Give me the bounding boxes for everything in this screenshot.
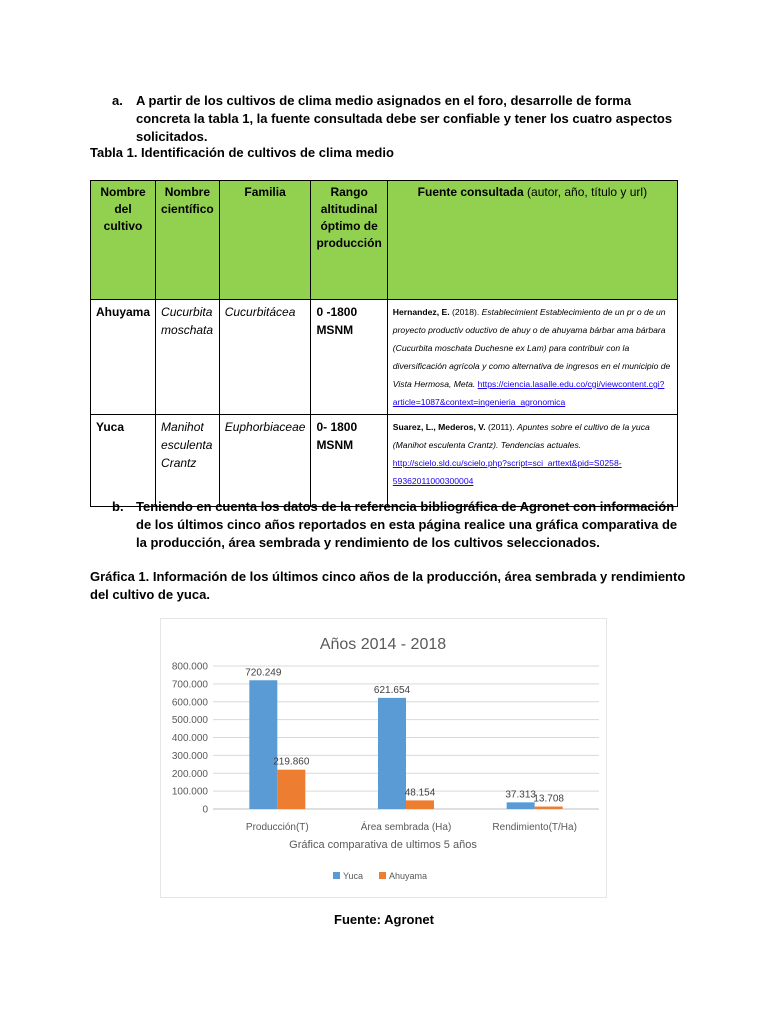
instruction-a-marker: a. — [112, 93, 123, 108]
y-tick-label: 100.000 — [171, 786, 208, 798]
y-tick-label: 400.000 — [171, 733, 208, 744]
ref-author: Suarez, L., Mederos, V. — [392, 422, 486, 432]
data-label: 37.313 — [505, 789, 536, 801]
bar-yuca — [249, 680, 277, 809]
table-row — [91, 415, 678, 507]
bar-ahuyama — [535, 807, 563, 809]
header-source — [387, 181, 677, 300]
bar-ahuyama — [406, 800, 434, 809]
ref-year: (2018). — [449, 307, 482, 317]
x-tick-label: Área sembrada (Ha) — [360, 822, 452, 833]
header-name: Nombre del cultivo — [91, 181, 156, 300]
bar-ahuyama — [277, 770, 305, 809]
chart-frame — [160, 618, 607, 898]
instruction-b — [112, 498, 687, 552]
instruction-b-text: Teniendo en cuenta los datos de la referencia bibliográfica de Agronet con información de los últimos cinco años reportados en esta página realice una gráfica comparativa de la producción, área sembrada y rendimiento de los cultivos seleccionados. — [136, 499, 678, 550]
crops-table — [90, 180, 678, 507]
instruction-a — [112, 92, 682, 146]
legend-label-yuca: Yuca — [343, 871, 364, 881]
x-tick-label: Rendimiento(T/Ha) — [492, 822, 577, 833]
instruction-b-marker: b. — [112, 499, 124, 514]
graph-caption: Gráfica 1. Información de los últimos cinco años de la producción, área sembrada y rendimiento del cultivo de yuca. — [90, 569, 686, 602]
data-label: 13.708 — [533, 793, 564, 805]
header-source-bold: Fuente consultada — [417, 185, 524, 199]
data-label: 720.249 — [245, 667, 282, 679]
cell-crop-name: Yuca — [91, 415, 156, 507]
table-caption: Tabla 1. Identificación de cultivos de clima medio — [90, 145, 394, 160]
data-label: 48.154 — [404, 787, 436, 799]
ref-title: Apuntes sobre el cultivo de la yuca (Manihot esculenta Crantz). Tendencias actuales. — [392, 422, 650, 450]
cell-altitude: 0- 1800 MSNM — [311, 415, 387, 507]
y-tick-label: 300.000 — [171, 750, 208, 762]
y-tick-label: 700.000 — [171, 679, 208, 691]
y-tick-label: 0 — [202, 804, 208, 816]
header-altitude: Rango altitudinal óptimo de producción — [311, 181, 387, 300]
source-label: Fuente: Agronet — [334, 912, 434, 927]
y-tick-label: 800.000 — [171, 661, 208, 673]
y-tick-label: 600.000 — [171, 697, 208, 709]
legend-swatch-ahuyama — [379, 872, 386, 879]
legend-swatch-yuca — [333, 872, 340, 879]
data-label: 621.654 — [373, 684, 411, 696]
header-family: Familia — [219, 181, 311, 300]
instruction-a-text: A partir de los cultivos de clima medio asignados en el foro, desarrolle de forma concreta la tabla 1, la fuente consultada debe ser confiable y tener los cuatro aspectos solicitados. — [136, 93, 673, 144]
data-label: 219.860 — [273, 756, 310, 768]
bar-chart — [161, 619, 606, 897]
ref-link[interactable]: http://scielo.sld.cu/scielo.php?script=sci_arttext&pid=S0258-59362011000300004 — [392, 458, 622, 486]
ref-title: Establecimient Establecimiento de un pr o de un proyecto productiv oductivo de ahuy o de ahuyama bárbar ama bárbara (Cucurbita moschata Duchesne ex Lam) para contribuir con la diversificación agrícola y como alternativa de ingresos en el municipio de Vista Hermosa, Meta. — [392, 307, 671, 389]
cell-altitude: 0 -1800 MSNM — [311, 300, 387, 415]
ref-author: Hernandez, E. — [392, 307, 450, 317]
x-axis-title: Gráfica comparativa de ultimos 5 años — [289, 839, 477, 851]
bar-yuca — [507, 802, 535, 809]
legend-label-ahuyama: Ahuyama — [389, 871, 428, 881]
cell-scientific-name: Manihot esculenta Crantz — [156, 415, 220, 507]
header-source-rest: (autor, año, título y url) — [523, 185, 648, 199]
table-header-row — [91, 181, 678, 300]
cell-crop-name: Ahuyama — [91, 300, 156, 415]
ref-link[interactable]: https://ciencia.lasalle.edu.co/cgi/viewcontent.cgi?article=1087&context=ingenieria_agronomica — [392, 379, 665, 407]
cell-scientific-name: Cucurbita moschata — [156, 300, 220, 415]
header-scientific: Nombre científico — [156, 181, 220, 300]
y-tick-label: 500.000 — [171, 715, 208, 727]
table-row — [91, 300, 678, 415]
bar-yuca — [378, 698, 406, 809]
ref-year: (2011). — [485, 422, 517, 432]
cell-family: Euphorbiaceae — [219, 415, 311, 507]
cell-family: Cucurbitácea — [219, 300, 311, 415]
cell-reference — [387, 415, 677, 507]
x-tick-label: Producción(T) — [245, 822, 309, 833]
cell-reference — [387, 300, 677, 415]
chart-title: Años 2014 - 2018 — [319, 636, 447, 653]
y-tick-label: 200.000 — [171, 768, 208, 780]
